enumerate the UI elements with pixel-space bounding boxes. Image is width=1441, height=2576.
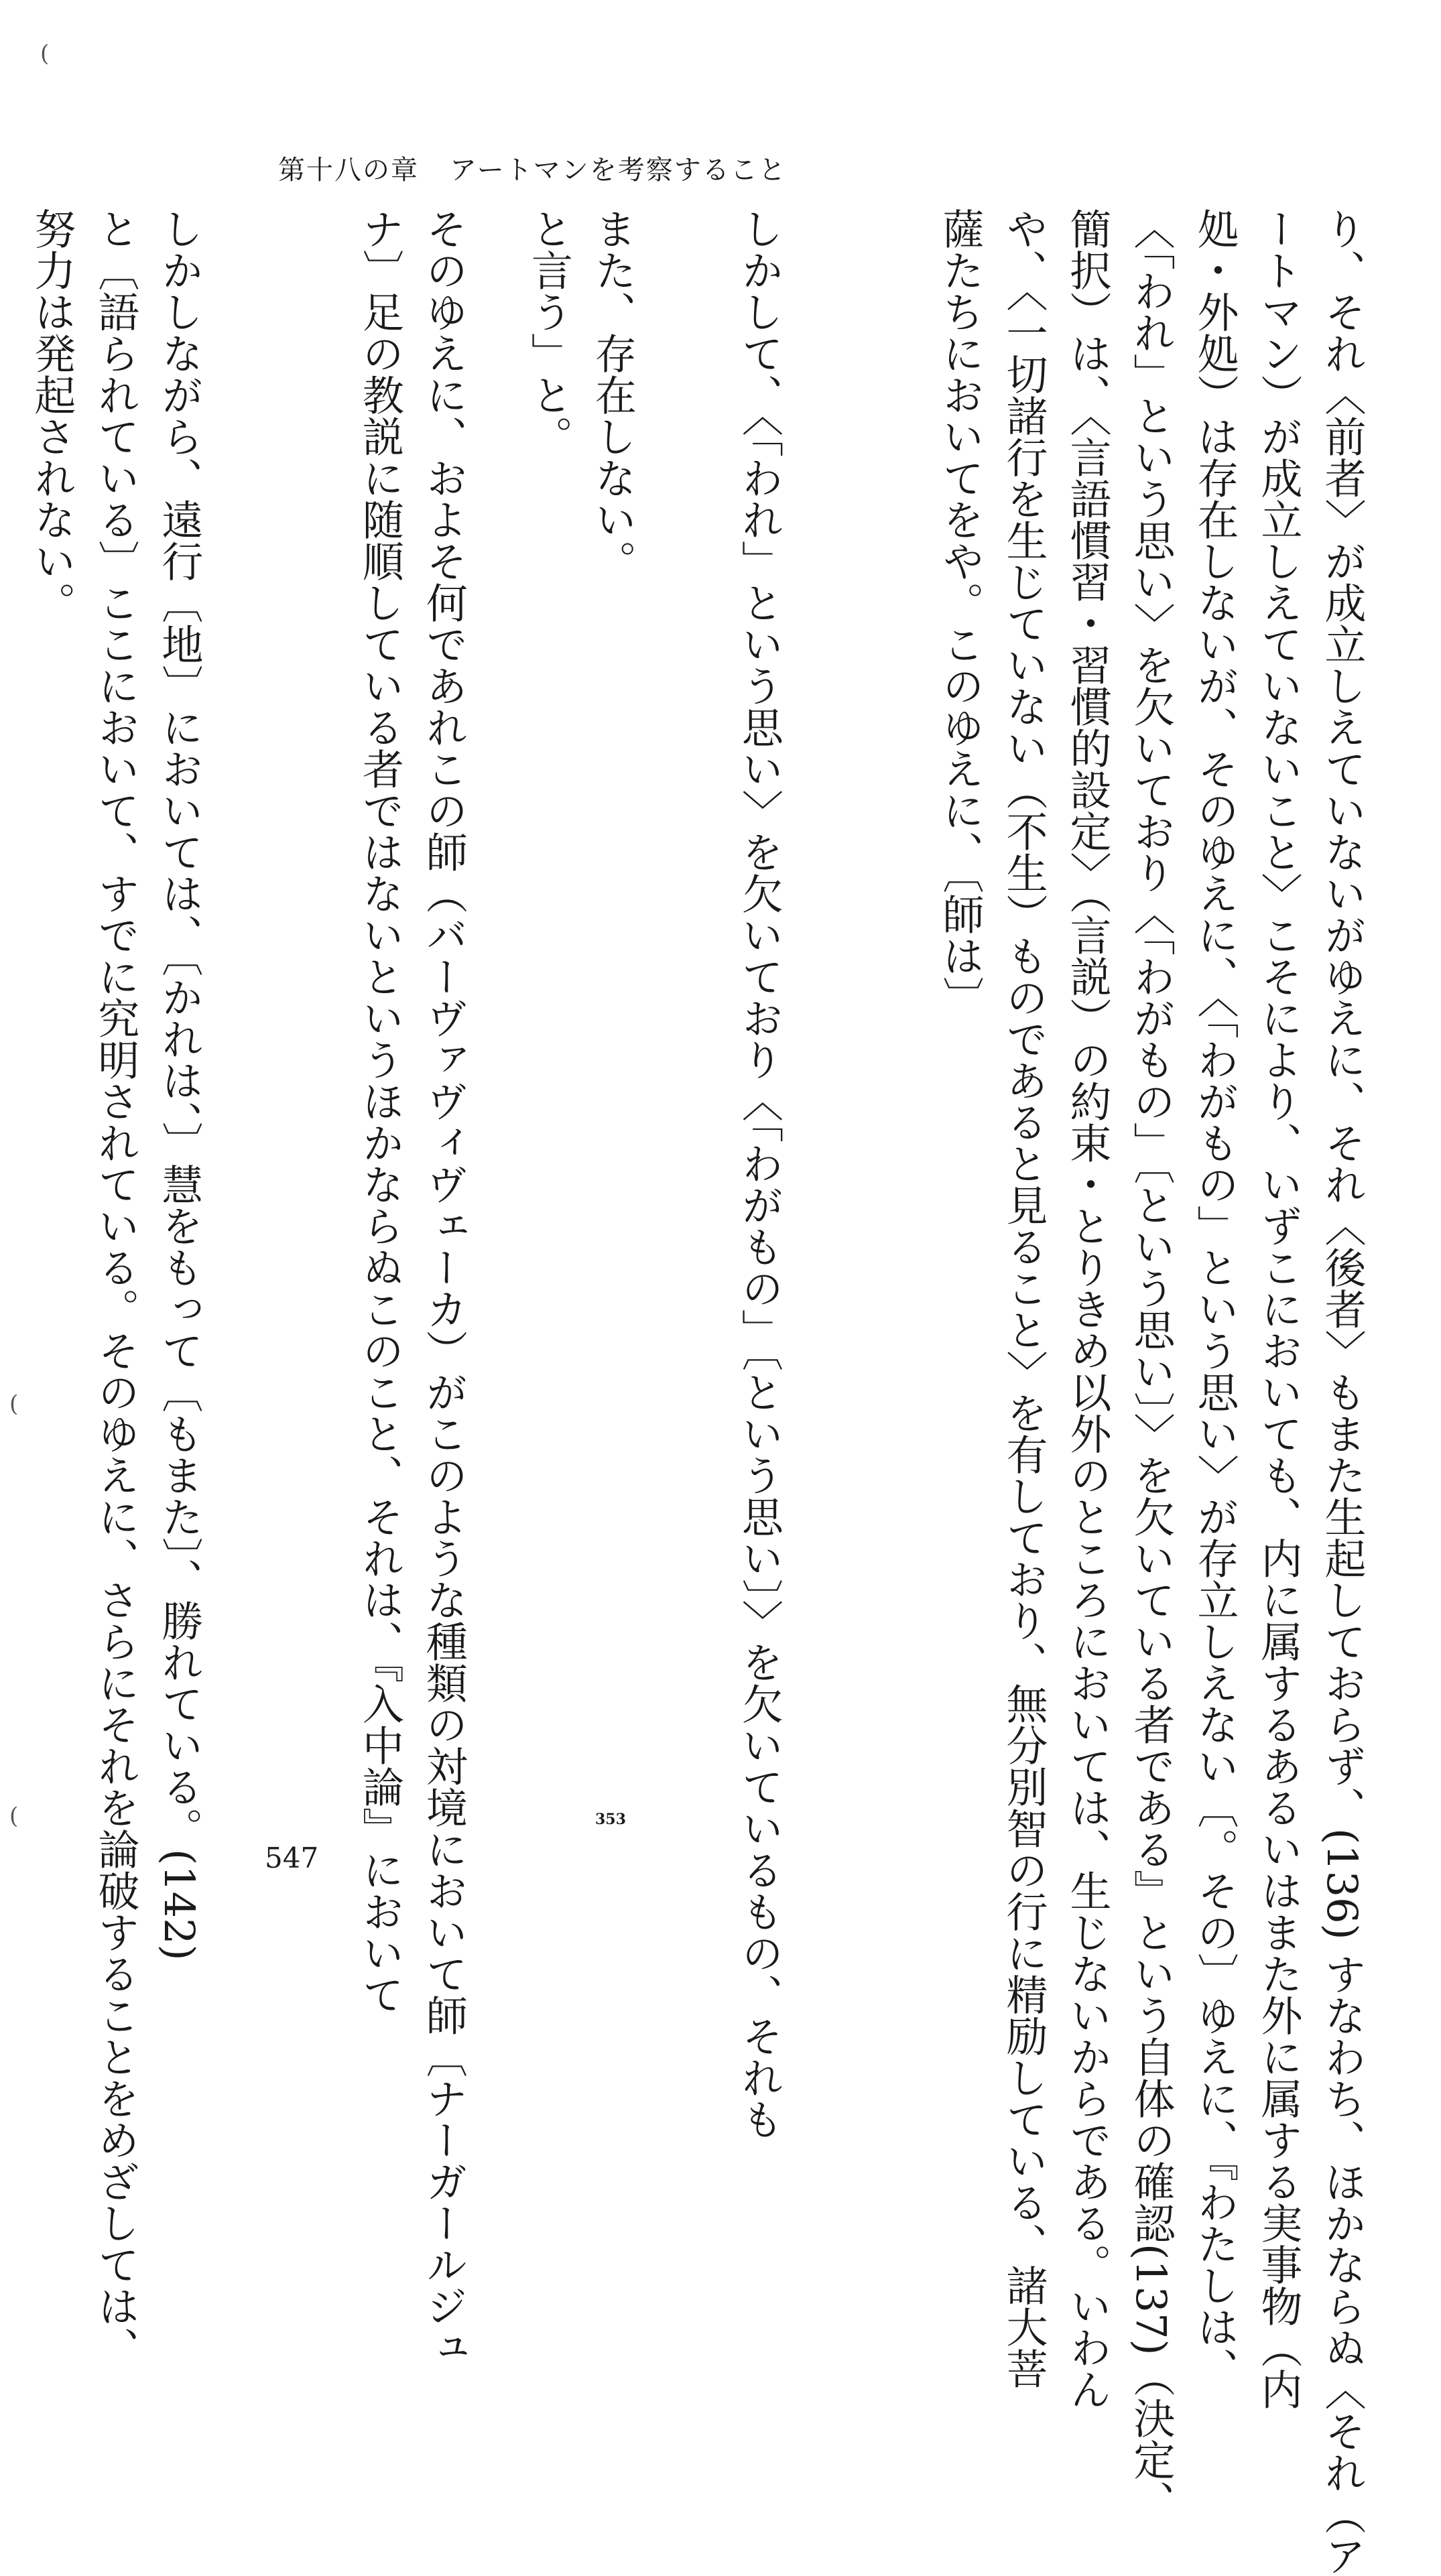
- text-column: 〈「われ」という思い〉を欠いており〈「わがもの」〔という思い〕〉を欠いている者である』という自体の確認(137)（決定、: [1127, 208, 1176, 2522]
- running-header: [278, 149, 787, 187]
- quoted-verse-line: しかして、〈「われ」という思い〉を欠いており〈「わがもの」〔という思い〕〉を欠いているもの、それも: [735, 208, 784, 2140]
- text-column: そのゆえに、およそ何であれこの師（バーヴァヴィヴェーカ）がこのような種類の対境において師〔ナーガールジュ: [419, 208, 468, 2368]
- text-column: と〔語られている〕ここにおいて、すでに究明されている。そのゆえに、さらにそれを論破することをめざしては、: [90, 208, 140, 2368]
- chapter-title: アートマンを考察すること: [450, 155, 787, 186]
- text-column: 努力は発起されない。: [27, 208, 76, 623]
- print-number: 353: [595, 1811, 626, 1828]
- text-column: 処・外処）は存在しないが、そのゆえに、〈「わがもの」という思い〉が存立しえない〔。その〕ゆえに、『わたしは、: [1190, 208, 1239, 2389]
- chapter-label: 第十八の章: [278, 155, 419, 186]
- text-column: 簡択）は、〈言語慣習・習慣的設定〉（言説）の約束・とりきめ以外のところにおいては、生じないからである。いわん: [1063, 208, 1112, 2410]
- text-column: や、〈一切諸行を生じていない（不生）ものであると見ること〉を有しており、無分別智の行に精励している、諸大菩: [999, 208, 1048, 2389]
- vertical-body-text: [27, 208, 1374, 2576]
- quoted-verse-line: しかしながら、遠行〔地〕においては、〔かれは、〕慧をもって〔もまた〕、勝れている。(142): [154, 208, 204, 1961]
- text-column: と言う」と。: [524, 208, 574, 457]
- text-column: り、それ〈前者〉が成立しえていないがゆえに、それ〈後者〉もまた生起しておらず、(136) すなわち、ほかならぬ〈それ（ア: [1318, 208, 1367, 2576]
- text-column: 薩たちにおいてをや。このゆえに、〔師は〕: [936, 208, 985, 1018]
- text-column: ナ〕足の教説に随順している者ではないというほかならぬこのこと、それは、『入中論』において: [355, 208, 405, 2015]
- quoted-verse-line: また、存在しない。: [588, 208, 637, 582]
- text-column: [0, 208, 20, 1910]
- text-column: ートマン）が成立しえていないこと〉こそにより、いずこにおいても、内に属するあるいはまた外に属する実事物（内: [1254, 208, 1303, 2410]
- scan-artifact-mark: (: [9, 1391, 19, 1417]
- scan-artifact-mark: (: [40, 40, 50, 67]
- scan-artifact-mark: (: [9, 1803, 19, 1829]
- page-number: 547: [265, 1842, 319, 1874]
